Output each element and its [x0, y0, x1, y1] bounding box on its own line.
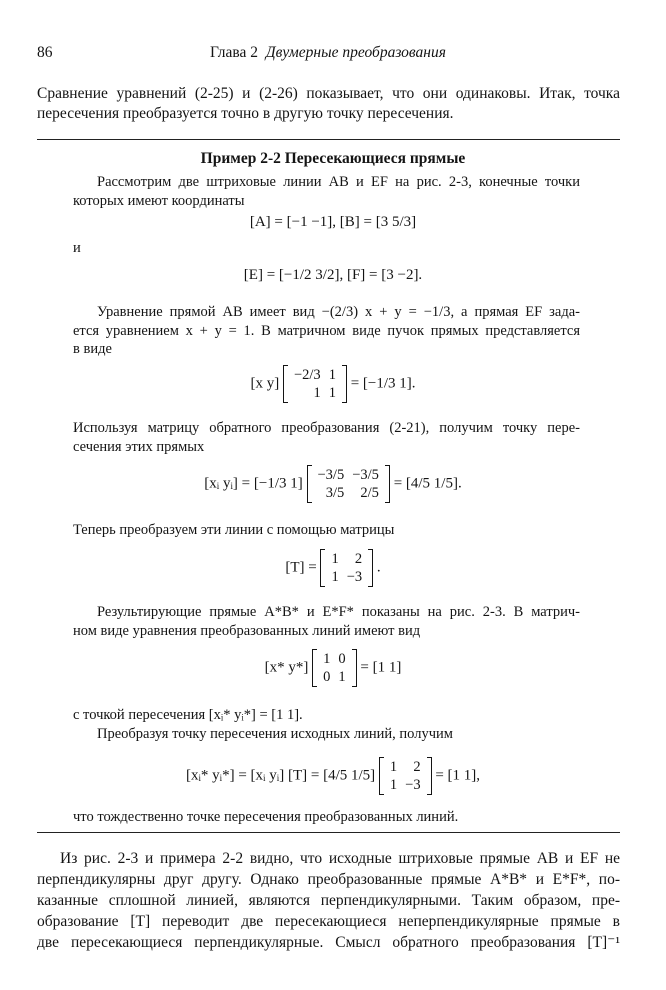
eq4-matrix	[307, 466, 390, 502]
eq3-right: = [−1/3 1].	[350, 375, 416, 392]
example-top-rule	[37, 139, 620, 140]
matrix-cell: 1	[331, 569, 339, 585]
matrix-cell: 1	[389, 759, 398, 775]
eq7-matrix	[379, 758, 432, 794]
eq4-right: = [4/5 1/5].	[393, 475, 462, 492]
outro-line-4: образование [T] переводит две пересекающиеся неперпендикулярные прямые в	[37, 913, 620, 930]
eq5-matrix	[320, 550, 373, 586]
matrix-cell: −2/3	[293, 367, 321, 383]
example-p7: Преобразуя точку пересечения исходных линий, получим	[97, 726, 453, 742]
matrix-cell: 1	[328, 367, 336, 383]
equation-line-bundle	[0, 366, 666, 402]
intro-line-1: Сравнение уравнений (2-25) и (2-26) показывает, что они одинаковы. Итак, точка	[37, 85, 620, 102]
example-p3-line-1: Используя матрицу обратного преобразования (2-21), получим точку пере-	[73, 420, 580, 436]
matrix-cell: 2	[413, 759, 421, 775]
example-p2-line-2: ется уравнением x + y = 1. В матричном виде пучок прямых представляется	[73, 323, 580, 339]
chapter-label: Глава 2	[210, 44, 259, 61]
example-p5-line-1: Результирующие прямые A*B* и E*F* показаны на рис. 2-3. В матрич-	[97, 604, 580, 620]
example-p2-line-3: в виде	[73, 341, 112, 357]
example-p2-line-1: Уравнение прямой AB имеет вид −(2/3) x + y = −1/3, а прямая EF зада-	[97, 304, 580, 320]
example-bottom-rule	[37, 832, 620, 833]
running-head	[210, 43, 446, 63]
eq4-left: [xᵢ yᵢ] = [−1/3 1]	[204, 475, 303, 492]
eq6-right: = [1 1]	[360, 659, 402, 676]
example-p8: что тождественно точке пересечения преобразованных линий.	[73, 809, 459, 825]
equation-transformed-intersection	[0, 758, 666, 794]
matrix-cell: −3	[346, 569, 363, 585]
matrix-cell: 0	[323, 669, 331, 685]
outro-line-1: Из рис. 2-3 и примера 2-2 видно, что исходные штриховые прямые AB и EF не	[60, 850, 620, 867]
example-p5-line-2: ном виде уравнения преобразованных линий имеют вид	[73, 623, 421, 639]
matrix-cell: 2	[354, 551, 363, 567]
example-p1-line-1: Рассмотрим две штриховые линии AB и EF на рис. 2-3, конечные точки	[97, 174, 580, 190]
example-p3-line-2: сечения этих прямых	[73, 439, 205, 455]
outro-line-5: две пересекающиеся перпендикулярные. Смысл обратного преобразования [T]⁻¹	[37, 934, 620, 951]
matrix-cell: −3	[405, 777, 421, 793]
matrix-cell: 1	[331, 551, 339, 567]
eq6-left: [x* y*]	[264, 659, 309, 676]
matrix-cell: 1	[328, 385, 336, 401]
matrix-cell: 1	[313, 385, 321, 401]
eq5-right: .	[376, 559, 381, 576]
outro-line-3: казанные сплошной линией, являются перпендикулярными. Таким образом, пре-	[37, 892, 620, 909]
example-p6: с точкой пересечения [xᵢ* yᵢ*] = [1 1].	[73, 707, 303, 723]
eq3-matrix	[283, 366, 347, 402]
matrix-cell: 0	[338, 651, 346, 667]
equation-transform-matrix	[0, 550, 666, 586]
matrix-cell: −3/5	[317, 467, 345, 483]
equation-transformed-lines	[0, 650, 666, 686]
eq3-left: [x y]	[250, 375, 280, 392]
matrix-cell: 1	[338, 669, 346, 685]
matrix-cell: 2/5	[360, 485, 379, 501]
matrix-cell: 3/5	[325, 485, 345, 501]
equation-ab-coordinates: [A] = [−1 −1], [B] = [3 5/3]	[249, 214, 417, 230]
page-number: 86	[37, 44, 53, 61]
eq7-right: = [1 1],	[435, 767, 481, 784]
conjunction-and: и	[73, 240, 81, 256]
eq7-left: [xᵢ* yᵢ*] = [xᵢ yᵢ] [T] = [4/5 1/5]	[185, 767, 376, 784]
matrix-cell: 1	[389, 777, 398, 793]
matrix-cell: −3/5	[352, 467, 379, 483]
intro-line-2: пересечения преобразуется точно в другую точку пересечения.	[37, 105, 454, 122]
matrix-cell: 1	[323, 651, 331, 667]
example-title: Пример 2-2 Пересекающиеся прямые	[200, 150, 466, 167]
outro-line-2: перпендикулярны друг другу. Однако преобразованные прямые A*B* и E*F*, по-	[37, 871, 620, 888]
equation-ef-coordinates: [E] = [−1/2 3/2], [F] = [3 −2].	[243, 267, 423, 283]
equation-intersection	[0, 466, 666, 502]
eq6-matrix	[312, 650, 357, 686]
example-p4: Теперь преобразуем эти линии с помощью матрицы	[73, 522, 395, 538]
eq5-left: [T] =	[285, 559, 317, 576]
chapter-title: Двумерные преобразования	[265, 44, 446, 61]
example-p1-line-2: которых имеют координаты	[73, 193, 245, 209]
